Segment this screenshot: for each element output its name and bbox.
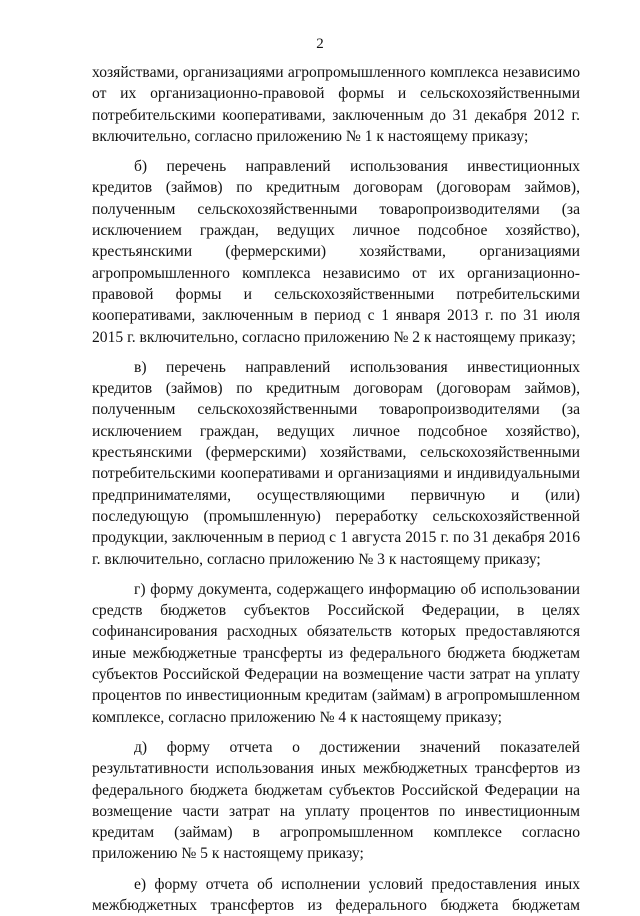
paragraph-item-g: г) форму документа, содержащего информацию об использовании средств бюджетов субъектов Российской Федерации, в целях софинансирования расходных обязательств которых предоставляются иные межбюджетные трансферты из федерального бюджета бюджетам субъектов Российской Федерации на возмещение части затрат на уплату процентов по инвестиционным кредитам (займам) в агропромышленном комплексе, согласно приложению № 4 к настоящему приказу; [92, 580, 580, 726]
paragraph-continuation: хозяйствами, организациями агропромышленного комплекса независимо от их организационно-правовой формы и сельскохозяйственными потребительскими кооперативами, заключенным до 31 декабря 2012 г. включительно, согласно приложению № 1 к настоящему приказу; [92, 64, 580, 145]
paragraph-item-b: б) перечень направлений использования инвестиционных кредитов (займов) по кредитным договорам (договорам займов), полученным сельскохозяйственными товаропроизводителями (за исключением граждан, ведущих личное подсобное хозяйство), крестьянскими (фермерскими) хозяйствами, организациями агропромышленного комплекса независимо от их организационно-правовой формы и сельскохозяйственными потребительскими кооперативами, заключенным в период с 1 января 2013 г. по 31 июля 2015 г. включительно, согласно приложению № 2 к настоящему приказу; [92, 158, 580, 346]
paragraph-item-e: е) форму отчета об исполнении условий предоставления иных межбюджетных трансфертов из федерального бюджета бюджетам [92, 875, 580, 914]
paragraph-item-v: в) перечень направлений использования инвестиционных кредитов (займов) по кредитным договорам (договорам займов), полученным сельскохозяйственными товаропроизводителями (за исключением граждан, ведущих личное подсобное хозяйство), крестьянскими (фермерскими) хозяйствами, сельскохозяйственными потребительскими кооперативами и организациями и индивидуальными предпринимателями, осуществляющими первичную и (или) последующую (промышленную) переработку сельскохозяйственной продукции, заключенным в период с 1 августа 2015 г. по 31 декабря 2016 г. включительно, согласно приложению № 3 к настоящему приказу; [92, 358, 580, 568]
document-body [92, 62, 580, 916]
page-number: 2 [316, 36, 324, 52]
paragraph-item-d: д) форму отчета о достижении значений показателей результативности использования иных межбюджетных трансфертов из федерального бюджета бюджетам субъектов Российской Федерации на возмещение части затрат на уплату процентов по инвестиционным кредитам (займам) в агропромышленном комплексе согласно приложению № 5 к настоящему приказу; [92, 738, 580, 863]
